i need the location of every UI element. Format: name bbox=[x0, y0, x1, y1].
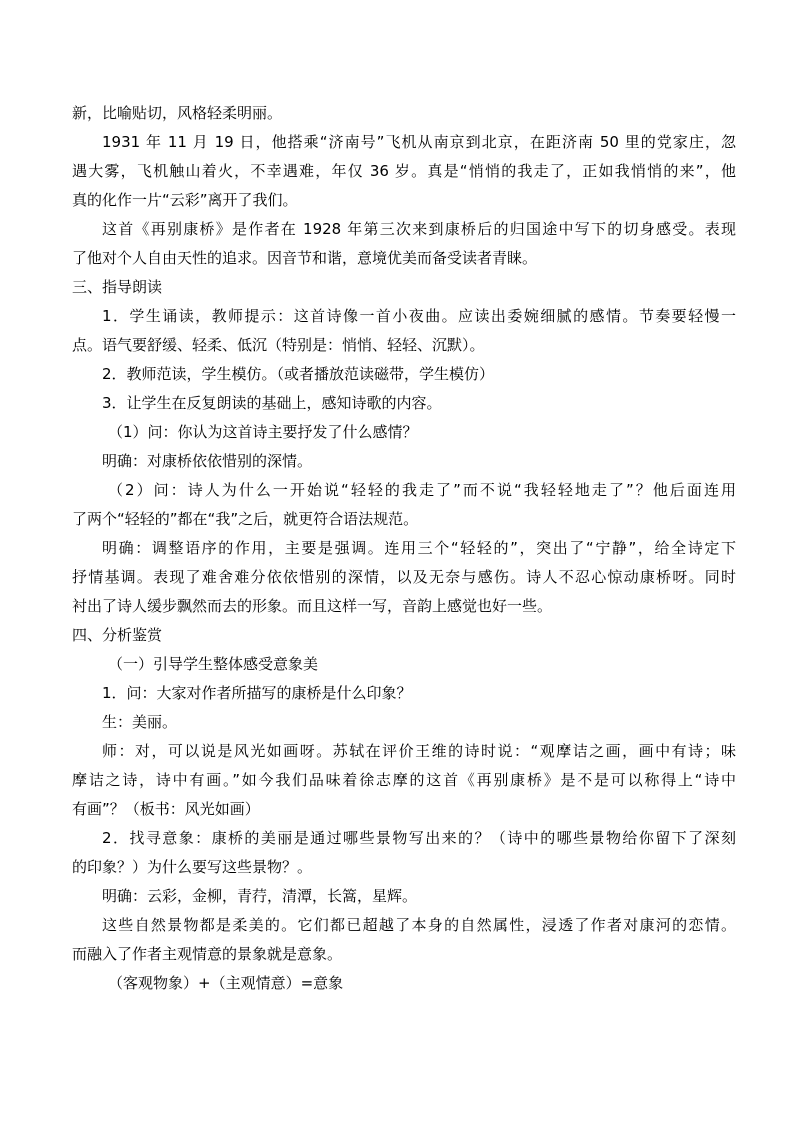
text-line: 了他对个人自由天性的追求。因音节和谐，意境优美而备受读者青睐。 bbox=[72, 249, 538, 267]
document-page bbox=[72, 99, 736, 998]
text-line: 这些自然景物都是柔美的。它们都已超越了本身的自然属性，浸透了作者对康河的恋情。 bbox=[102, 916, 736, 934]
text-line: 衬出了诗人缓步飘然而去的形象。而且这样一写，音韵上感觉也好一些。 bbox=[72, 597, 553, 615]
text-line: 师：对，可以说是风光如画呀。苏轼在评价王维的诗时说：“观摩诘之画，画中有诗；味 bbox=[102, 742, 736, 760]
text-line: 了两个“轻轻的”都在“我”之后，就更符合语法规范。 bbox=[72, 510, 419, 528]
text-line: 点。语气要舒缓、轻柔、低沉（特别是：悄悄、轻轻、沉默）。 bbox=[72, 336, 485, 354]
text-line: 的印象？）为什么要写这些景物？。 bbox=[72, 858, 313, 876]
text-line: 真的化作一片“云彩”离开了我们。 bbox=[72, 191, 298, 209]
text-line: 抒情基调。表现了难舍难分依依惜别的深情，以及无奈与感伤。诗人不忍心惊动康桥呀。同时 bbox=[72, 568, 736, 586]
text-line: 2．找寻意象：康桥的美丽是通过哪些景物写出来的？（诗中的哪些景物给你留下了深刻 bbox=[102, 829, 736, 847]
formula-line: （客观物象）+（主观情意）=意象 bbox=[108, 974, 344, 992]
text-line: 生：美丽。 bbox=[102, 713, 178, 731]
text-line: 3．让学生在反复朗读的基础上，感知诗歌的内容。 bbox=[102, 394, 442, 412]
text-line: 1931 年 11 月 19 日，他搭乘“济南号”飞机从南京到北京，在距济南 50 里的党家庄，忽 bbox=[102, 133, 736, 151]
text-line: 2．教师范读，学生模仿。（或者播放范读磁带，学生模仿） bbox=[102, 365, 495, 383]
text-line: 1．问：大家对作者所描写的康桥是什么印象？ bbox=[102, 684, 412, 702]
section-heading: 三、指导朗读 bbox=[72, 278, 163, 296]
section-heading: 四、分析鉴赏 bbox=[72, 626, 163, 644]
text-line: 遇大雾，飞机触山着火，不幸遇难，年仅 36 岁。真是“悄悄的我走了，正如我悄悄的来”，他 bbox=[72, 162, 736, 180]
text-line: 明确：对康桥依依惜别的深情。 bbox=[102, 452, 313, 470]
text-line: 而融入了作者主观情意的景象就是意象。 bbox=[72, 945, 343, 963]
text-line: 摩诘之诗，诗中有画。”如今我们品味着徐志摩的这首《再别康桥》是不是可以称得上“诗中 bbox=[72, 771, 736, 789]
text-line: （2）问：诗人为什么一开始说“轻轻的我走了”而不说“我轻轻地走了”？他后面连用 bbox=[108, 481, 736, 499]
text-line: 新，比喻贴切，风格轻柔明丽。 bbox=[72, 104, 283, 122]
text-line: 明确：调整语序的作用，主要是强调。连用三个“轻轻的”，突出了“宁静”，给全诗定下 bbox=[102, 539, 736, 557]
text-line: 有画”？（板书：风光如画） bbox=[72, 800, 260, 818]
text-line: 1．学生诵读，教师提示：这首诗像一首小夜曲。应读出委婉细腻的感情。节奏要轻慢一 bbox=[102, 307, 736, 325]
subsection-heading: （一）引导学生整体感受意象美 bbox=[108, 655, 319, 673]
text-line: 这首《再别康桥》是作者在 1928 年第三次来到康桥后的归国途中写下的切身感受。表现 bbox=[102, 220, 736, 238]
text-line: 明确：云彩，金柳，青荇，清潭，长篙，星辉。 bbox=[102, 887, 418, 905]
text-line: （1）问：你认为这首诗主要抒发了什么感情？ bbox=[108, 423, 418, 441]
